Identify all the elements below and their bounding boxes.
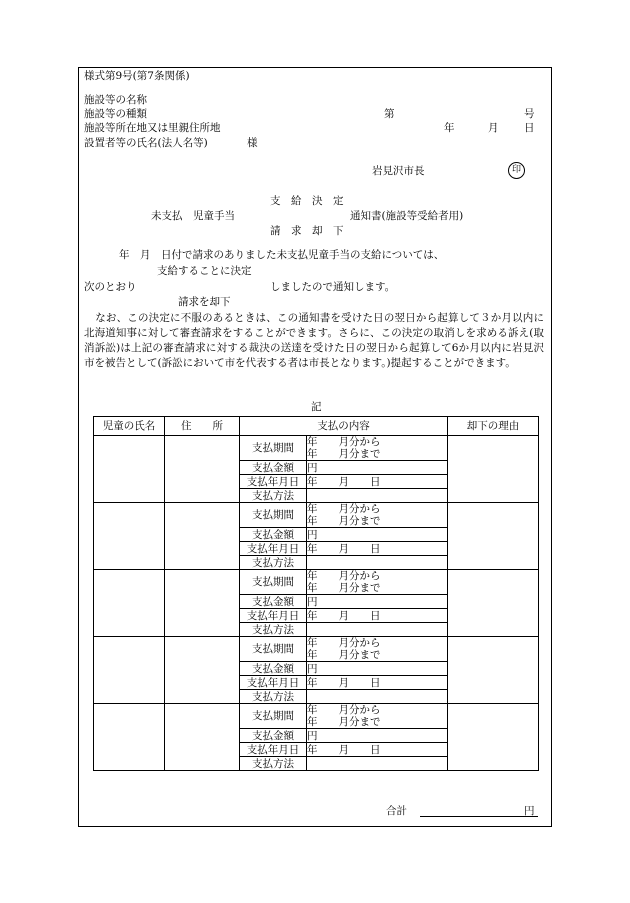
payment-label-period: 支払期間 [240,570,307,595]
payment-value-amount [307,528,448,542]
payment-label-period: 支払期間 [240,436,307,461]
payment-label-method: 支払方法 [240,757,307,771]
facility-name-label: 施設等の名称 [84,94,147,106]
child-name-cell [94,570,165,637]
installer-label: 設置者等の氏名(法人名等) [84,137,208,149]
payment-value-period [307,637,448,662]
payment-value-text: 年 月分まで [307,649,381,661]
total-label: 合計 [386,805,407,817]
payment-label-amount: 支払金額 [240,528,307,542]
payment-label-method: 支払方法 [240,690,307,704]
payment-value-text: 年 月 日 [307,542,381,555]
facility-type-label: 施設等の種類 [84,108,147,120]
child-name-cell [94,637,165,704]
total-underline [420,816,538,817]
total-unit: 円 [524,805,535,817]
address-cell [165,570,240,637]
table-row [94,570,539,595]
table-row [94,637,539,662]
payment-value-text: 年 月分まで [307,582,381,594]
payment-value-method [307,757,448,771]
child-name-cell [94,704,165,771]
payment-value-text: 年 月分から [307,570,381,582]
payment-value-date [307,743,448,757]
payment-value-date [307,475,448,489]
child-name-cell [94,503,165,570]
payment-value-amount [307,662,448,676]
payment-value-method [307,690,448,704]
payment-label-amount: 支払金額 [240,461,307,475]
payment-label-method: 支払方法 [240,623,307,637]
payment-value-text: 円 [307,729,318,742]
child-name-cell [94,436,165,503]
payment-label-date: 支払年月日 [240,475,307,489]
rejection-reason-cell [448,503,539,570]
title-left: 未支払 児童手当 [151,210,235,222]
rejection-reason-cell [448,704,539,771]
payment-value-period [307,570,448,595]
facility-address-label: 施設等所在地又は里親住所地 [84,122,221,134]
address-cell [165,436,240,503]
payment-value-text: 年 月分から [307,436,381,448]
date-year: 年 [444,122,455,134]
payment-value-text: 円 [307,528,318,541]
table-heading: 記 [311,401,322,413]
payment-value-text: 円 [307,595,318,608]
number-suffix: 号 [524,108,535,120]
payment-value-text: 年 月分から [307,503,381,515]
payment-label-method: 支払方法 [240,556,307,570]
address-cell [165,704,240,771]
address-cell [165,503,240,570]
table-row [94,436,539,461]
payment-label-period: 支払期間 [240,704,307,729]
payment-value-text: 年 月分から [307,704,381,716]
payment-value-text: 年 月 日 [307,743,381,756]
payment-table [93,416,539,771]
table-row [94,704,539,729]
payment-value-text: 年 月分まで [307,716,381,728]
seal-mark [508,162,525,179]
appeal-notice-text: なお、この決定に不服のあるときは、この通知書を受けた日の翌日から起算して３か月以内に北海道知事に対して審査請求をすることができます。さらに、この決定の取消しを求める訴え(取消訴訟)は上記の審査請求に対する裁決の送達を受けた日の翌日から起算して6か月以内に岩見沢市を被告として(訴訟において市を代表する者は市長となります。)提起することができます。 [84,312,544,369]
payment-label-date: 支払年月日 [240,542,307,556]
title-option-bottom: 請 求 却 下 [270,225,344,237]
mayor-name: 岩見沢市長 [372,165,425,177]
payment-label-date: 支払年月日 [240,676,307,690]
body-line-1: 年 月 日付で請求のありました未支払児童手当の支給については、 [119,249,445,261]
payment-value-text: 年 月 日 [307,676,381,689]
payment-label-amount: 支払金額 [240,595,307,609]
payment-value-amount [307,595,448,609]
payment-value-period [307,704,448,729]
payment-label-date: 支払年月日 [240,743,307,757]
payment-value-text: 年 月分まで [307,448,381,460]
seal-text: 印 [511,165,521,175]
table-row [94,503,539,528]
date-day: 日 [524,122,535,134]
payment-label-method: 支払方法 [240,489,307,503]
payment-value-date [307,609,448,623]
title-right: 通知書(施設等受給者用) [350,210,464,222]
body-choice-top: 支給することに決定 [157,265,252,277]
payment-label-date: 支払年月日 [240,609,307,623]
number-prefix: 第 [384,108,395,120]
payment-value-text: 年 月 日 [307,475,381,488]
body-line-2-right: しましたので通知します。 [270,281,396,293]
payment-value-amount [307,461,448,475]
rejection-reason-cell [448,570,539,637]
table-header-row [94,417,539,436]
title-option-top: 支 給 決 定 [270,195,344,207]
payment-value-method [307,623,448,637]
date-month: 月 [488,122,499,134]
payment-value-method [307,556,448,570]
payment-label-period: 支払期間 [240,637,307,662]
payment-value-period [307,436,448,461]
rejection-reason-cell [448,637,539,704]
payment-value-period [307,503,448,528]
payment-value-text: 年 月分まで [307,515,381,527]
address-cell [165,637,240,704]
header-child-name: 児童の氏名 [94,417,165,436]
honorific: 様 [247,137,258,149]
payment-label-amount: 支払金額 [240,729,307,743]
body-choice-bottom: 請求を却下 [178,296,231,308]
body-line-2-left: 次のとおり [84,281,137,293]
payment-value-text: 年 月分から [307,637,381,649]
payment-label-period: 支払期間 [240,503,307,528]
payment-value-text: 年 月 日 [307,609,381,622]
form-number: 様式第9号(第7条関係) [84,70,190,82]
payment-label-amount: 支払金額 [240,662,307,676]
payment-value-date [307,676,448,690]
payment-value-method [307,489,448,503]
header-rejection-reason: 却下の理由 [448,417,539,436]
appeal-notice [84,311,544,371]
payment-value-date [307,542,448,556]
payment-value-amount [307,729,448,743]
header-payment-content: 支払の内容 [240,417,448,436]
rejection-reason-cell [448,436,539,503]
payment-value-text: 円 [307,461,318,474]
header-address: 住 所 [165,417,240,436]
payment-value-text: 円 [307,662,318,675]
